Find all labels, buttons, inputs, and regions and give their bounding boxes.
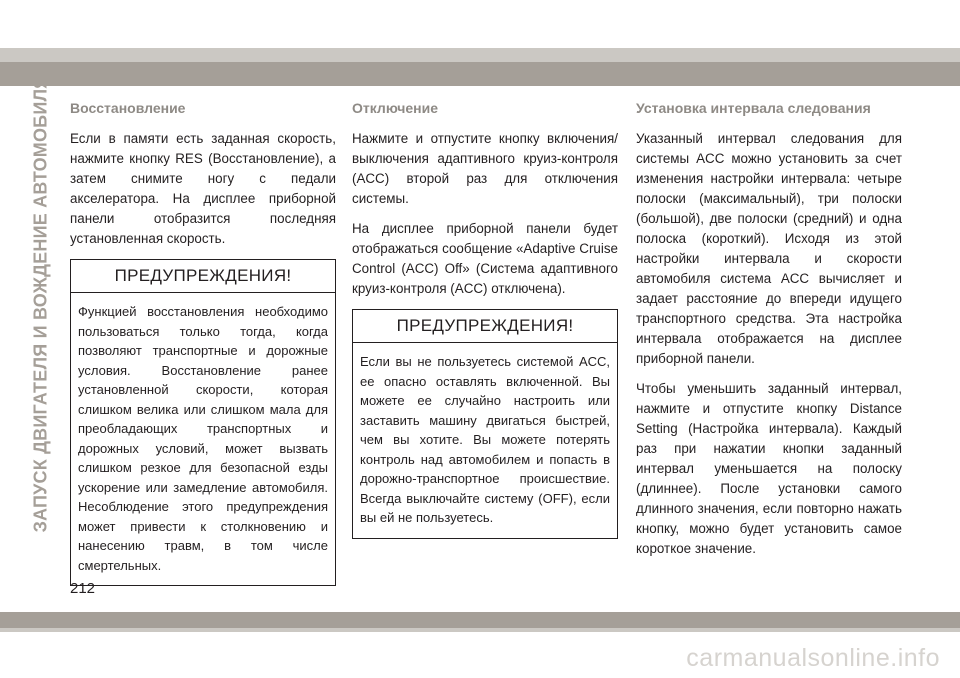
paragraph-off-2: На дисплее приборной панели будет отображаться сообщение «Adaptive Cruise Control (ACC) Off» (Система адаптивного круиз-контроля (ACC) отключена).: [352, 221, 618, 296]
warning-box-resume: [70, 259, 336, 586]
side-title-text: ЗАПУСК ДВИГАТЕЛЯ И ВОЖДЕНИЕ АВТОМОБИЛЯ: [30, 75, 51, 533]
bottom-band-light-stripe: [0, 628, 960, 632]
paragraph-off-1: Нажмите и отпустите кнопку включения/выключения адаптивного круиз-контроля (ACC) второй раз для отключения системы.: [352, 131, 618, 206]
heading-distance-setting: Установка интервала следования: [636, 100, 871, 116]
heading-off: Отключение: [352, 100, 439, 116]
heading-resume: Восстановление: [70, 100, 186, 116]
top-band-light-stripe: [0, 48, 960, 62]
section-side-title: [26, 75, 56, 533]
page-number: 212: [70, 580, 96, 597]
column-off: [352, 99, 618, 539]
column-resume: [70, 99, 336, 586]
warning-body: Если вы не пользуетесь системой ACC, ее опасно оставлять включенной. Вы можете ее случайно настроить или заставить машину двигаться быстрей, чем вы хотите. Вы можете потерять контроль над автомобилем и попасть в дорожно-транспортное происшествие. Всегда выключайте систему (OFF), если вы ей не пользуетесь.: [360, 354, 610, 525]
bottom-decorative-band: [0, 612, 960, 628]
warning-title: ПРЕДУПРЕЖДЕНИЯ!: [353, 310, 617, 343]
paragraph-distance-2: Чтобы уменьшить заданный интервал, нажмите и отпустите кнопку Distance Setting (Настройка интервала). Каждый раз при нажатии кнопки заданный интервал уменьшается на полоску (длиннее). После установки самого длинного значения, если повторно нажать кнопку, можно будет установить самое короткое значение.: [636, 381, 902, 556]
watermark: carmanualsonline.info: [686, 644, 940, 672]
warning-body: Функцией восстановления необходимо пользоваться только тогда, когда позволяют транспортные и дорожные условия. Восстановление ранее установленной скорости, которая слишком велика или слишком мала для преобладающих транспортных и дорожных условий, может вызвать слишком резкое для безопасной езды ускорение или замедление автомобиля. Несоблюдение этого предупреждения может привести к столкновению и нанесению травм, в том числе смертельных.: [78, 304, 328, 573]
paragraph-distance-1: Указанный интервал следования для системы ACC можно установить за счет изменения настройки интервала: четыре полоски (максимальный), три полоски (большой), две полоски (средний) и одна полоска (короткий). Исходя из этой настройки интервала и скорости автомобиля система ACC вычисляет и задает расстояние до впереди идущего транспортного средства. Эта настройка интервала отображается на дисплее приборной панели.: [636, 131, 902, 366]
column-distance-setting: [636, 99, 902, 569]
paragraph-resume: Если в памяти есть заданная скорость, нажмите кнопку RES (Восстановление), а затем снимите ногу с педали акселератора. На дисплее приборной панели отобразится последняя установленная скорость.: [70, 131, 336, 246]
warning-title: ПРЕДУПРЕЖДЕНИЯ!: [71, 260, 335, 293]
top-decorative-band: [0, 0, 960, 86]
warning-box-off: [352, 309, 618, 539]
top-band-dark-stripe: [0, 62, 960, 86]
